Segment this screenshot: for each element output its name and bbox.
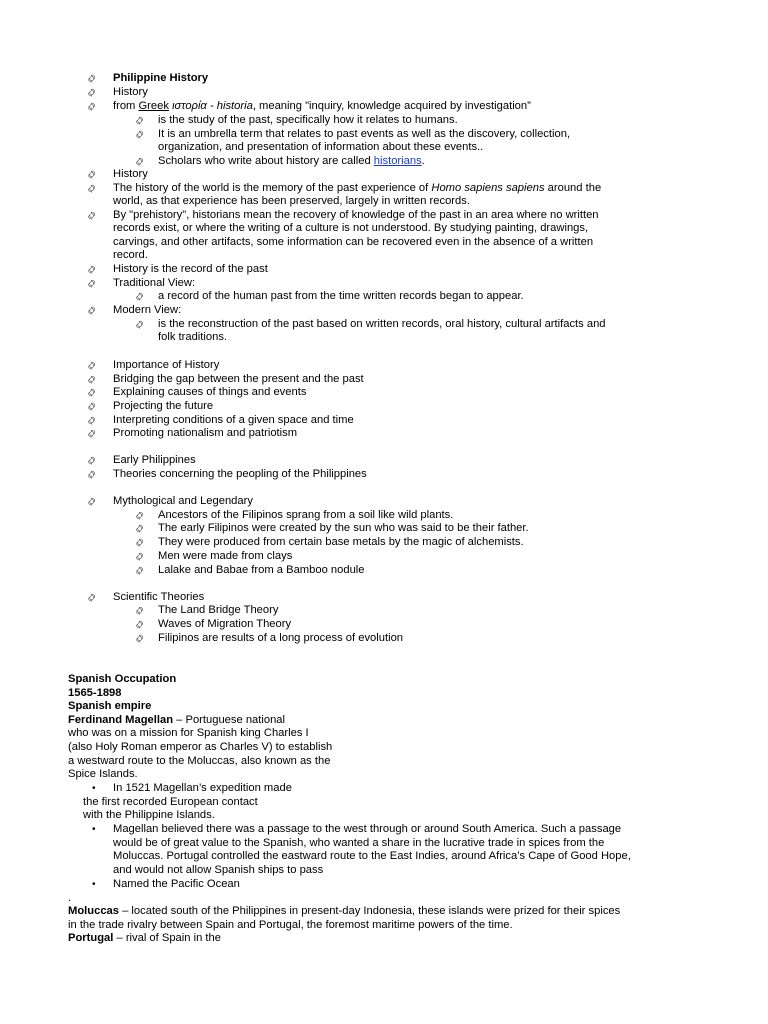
curly-arrow-bullet-icon: ࿂ — [136, 552, 143, 563]
outline-item: Promoting nationalism and patriotism — [113, 427, 298, 439]
section-subheading: Spanish empire — [68, 700, 152, 712]
curly-arrow-bullet-icon: ࿂ — [88, 388, 95, 399]
curly-arrow-bullet-icon: ࿂ — [136, 116, 143, 127]
outline-subitem-cont: organization, and presentation of information about these events.. — [158, 141, 484, 153]
curly-arrow-bullet-icon: ࿂ — [136, 130, 143, 141]
text: – Portuguese national — [173, 714, 286, 726]
outline-item: Philippine History — [113, 72, 209, 84]
text: from — [113, 100, 139, 112]
curly-arrow-bullet-icon: ࿂ — [136, 566, 143, 577]
text: , meaning "inquiry, knowledge acquired by investigation” — [252, 100, 531, 112]
outline-subitem: The Land Bridge Theory — [158, 604, 279, 616]
paragraph-line: who was on a mission for Spanish king Charles I — [68, 727, 309, 739]
outline-item: History — [113, 168, 148, 180]
bullet-dot-icon: • — [92, 824, 96, 835]
curly-arrow-bullet-icon: ࿂ — [88, 306, 95, 317]
curly-arrow-bullet-icon: ࿂ — [88, 88, 95, 99]
bullet-item-cont: would be of great value to the Spanish, who wanted a share in the lucrative trade in spices from the — [113, 837, 605, 849]
term: Portugal — [68, 932, 114, 944]
bullet-dot-icon: • — [92, 783, 96, 794]
outline-subitem: They were produced from certain base metals by the magic of alchemists. — [158, 536, 524, 548]
section-heading: Spanish Occupation — [68, 673, 177, 685]
outline-item: Early Philippines — [113, 454, 196, 466]
outline-subitem: a record of the human past from the time written records began to appear. — [158, 290, 524, 302]
bullet-item: In 1521 Magellan’s expedition made — [113, 782, 292, 794]
curly-arrow-bullet-icon: ࿂ — [88, 593, 95, 604]
outline-subitem: is the reconstruction of the past based on written records, oral history, cultural artifacts and — [158, 318, 606, 330]
curly-arrow-bullet-icon: ࿂ — [136, 511, 143, 522]
outline-item: Theories concerning the peopling of the Philippines — [113, 468, 367, 480]
curly-arrow-bullet-icon: ࿂ — [88, 470, 95, 481]
term: Ferdinand Magellan — [68, 714, 174, 726]
text: The history of the world is the memory of the past experience of — [113, 182, 432, 194]
curly-arrow-bullet-icon: ࿂ — [136, 606, 143, 617]
outline-item — [113, 182, 601, 196]
outline-item — [113, 100, 531, 114]
historians-link[interactable]: historians — [373, 155, 422, 167]
outline-subitem: is the study of the past, specifically how it relates to humans. — [158, 114, 458, 126]
curly-arrow-bullet-icon: ࿂ — [88, 102, 95, 113]
curly-arrow-bullet-icon: ࿂ — [88, 416, 95, 427]
text: Scholars who write about history are called — [158, 155, 374, 167]
text: – located south of the Philippines in present-day Indonesia, these islands were prized for their spices — [118, 905, 621, 917]
outline-subitem: The early Filipinos were created by the sun who was said to be their father. — [158, 522, 529, 534]
outline-subitem: Lalake and Babae from a Bamboo nodule — [158, 564, 365, 576]
curly-arrow-bullet-icon: ࿂ — [88, 361, 95, 372]
outline-subitem-cont: folk traditions. — [158, 331, 228, 343]
outline-subitem — [158, 155, 425, 169]
outline-item: Modern View: — [113, 304, 182, 316]
curly-arrow-bullet-icon: ࿂ — [136, 320, 143, 331]
outline-item: Importance of History — [113, 359, 220, 371]
curly-arrow-bullet-icon: ࿂ — [88, 429, 95, 440]
outline-item-cont: records exist, or where the writing of a culture is not understood. By studying painting, drawings, — [113, 222, 589, 234]
curly-arrow-bullet-icon: ࿂ — [88, 279, 95, 290]
outline-item: History — [113, 86, 148, 98]
outline-item: Bridging the gap between the present and the past — [113, 373, 364, 385]
curly-arrow-bullet-icon: ࿂ — [88, 211, 95, 222]
curly-arrow-bullet-icon: ࿂ — [136, 157, 143, 168]
curly-arrow-bullet-icon: ࿂ — [88, 456, 95, 467]
outline-subitem: It is an umbrella term that relates to past events as well as the discovery, collection, — [158, 128, 571, 140]
text: . — [421, 155, 425, 167]
outline-item: By "prehistory", historians mean the recovery of knowledge of the past in an area where no written — [113, 209, 599, 221]
bullet-item: Magellan believed there was a passage to the west through or around South America. Such a passage — [113, 823, 622, 835]
outline-item: Traditional View: — [113, 277, 196, 289]
curly-arrow-bullet-icon: ࿂ — [136, 292, 143, 303]
outline-item-cont: record. — [113, 249, 148, 261]
greek-link[interactable]: Greek — [138, 100, 169, 112]
paragraph-line: Spice Islands. — [68, 768, 138, 780]
curly-arrow-bullet-icon: ࿂ — [88, 170, 95, 181]
bullet-item-cont: and would not allow Spanish ships to pass — [113, 864, 324, 876]
paragraph-line: (also Holy Roman emperor as Charles V) to establish — [68, 741, 333, 753]
text: – rival of Spain in the — [113, 932, 221, 944]
outline-item: Explaining causes of things and events — [113, 386, 307, 398]
outline-item: Projecting the future — [113, 400, 214, 412]
text: around the — [544, 182, 602, 194]
paragraph-line: in the trade rivalry between Spain and Portugal, the foremost maritime powers of the time. — [68, 919, 513, 931]
term: Moluccas — [68, 905, 119, 917]
outline-item-cont: carvings, and other artifacts, some information can be recovered even in the absence of a written — [113, 236, 594, 248]
bullet-item-cont: the first recorded European contact — [83, 796, 258, 808]
curly-arrow-bullet-icon: ࿂ — [136, 524, 143, 535]
outline-subitem: Men were made from clays — [158, 550, 293, 562]
bullet-item-cont: with the Philippine Islands. — [83, 809, 215, 821]
greek-word: ιστορία - historia — [172, 100, 253, 112]
outline-item: Interpreting conditions of a given space and time — [113, 414, 354, 426]
bullet-dot-icon: • — [92, 879, 96, 890]
outline-subitem: Ancestors of the Filipinos sprang from a soil like wild plants. — [158, 509, 454, 521]
curly-arrow-bullet-icon: ࿂ — [136, 634, 143, 645]
paragraph-line — [68, 932, 221, 946]
outline-item: History is the record of the past — [113, 263, 268, 275]
stray-period: . — [68, 892, 72, 904]
bullet-item: Named the Pacific Ocean — [113, 878, 240, 890]
outline-subitem: Filipinos are results of a long process of evolution — [158, 632, 404, 644]
curly-arrow-bullet-icon: ࿂ — [136, 620, 143, 631]
curly-arrow-bullet-icon: ࿂ — [88, 375, 95, 386]
outline-item: Mythological and Legendary — [113, 495, 253, 507]
curly-arrow-bullet-icon: ࿂ — [88, 184, 95, 195]
curly-arrow-bullet-icon: ࿂ — [88, 402, 95, 413]
italic-term: Homo sapiens sapiens — [431, 182, 545, 194]
curly-arrow-bullet-icon: ࿂ — [136, 538, 143, 549]
outline-item: Scientific Theories — [113, 591, 205, 603]
section-dates: 1565-1898 — [68, 687, 122, 699]
bullet-item-cont: Moluccas. Portugal controlled the eastward route to the East Indies, around Africa’s Cape of Good Hope, — [113, 850, 631, 862]
curly-arrow-bullet-icon: ࿂ — [88, 74, 95, 85]
curly-arrow-bullet-icon: ࿂ — [88, 497, 95, 508]
paragraph-line — [68, 714, 285, 728]
paragraph-line — [68, 905, 620, 919]
curly-arrow-bullet-icon: ࿂ — [88, 265, 95, 276]
paragraph-line: a westward route to the Moluccas, also known as the — [68, 755, 331, 767]
outline-item-cont: world, as that experience has been preserved, largely in written records. — [113, 195, 470, 207]
outline-subitem: Waves of Migration Theory — [158, 618, 292, 630]
